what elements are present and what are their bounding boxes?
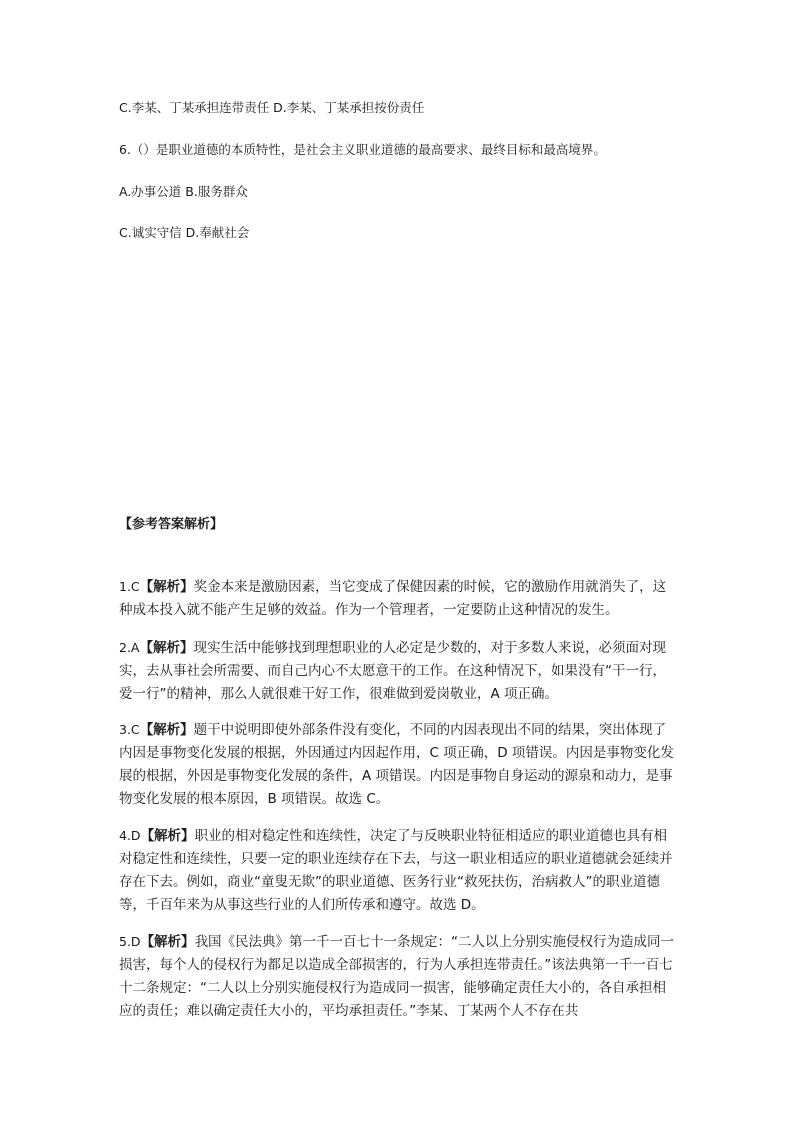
analysis-tag: 【解析】 [139,722,194,738]
question5-options-cd: C.李某、丁某承担连带责任 D.李某、丁某承担按份责任 [119,100,425,115]
question6-stem: 6.（）是职业道德的本质特性，是社会主义职业道德的最高要求、最终目标和最高境界。 [119,142,606,157]
answer-text: 现实生活中能够找到理想职业的人必定是少数的，对于多数人来说，必须面对现实，去从事社会所需要、而自己内心不太愿意干的工作。在这种情况下，如果没有“干一行，爱一行”的精神，那么人就很难干好工作，很难做到爱岗敬业，A 项正确。 [119,640,666,702]
answer-number: 3.C [119,722,140,737]
analysis-tag: 【解析】 [140,934,195,950]
answers-heading: 【参考答案解析】 [119,517,224,532]
answer-number: 1.C [119,579,140,594]
answer-text: 奖金本来是激励因素，当它变成了保健因素的时候，它的激励作用就消失了，这种成本投入就不能产生足够的效益。作为一个管理者，一定要防止这种情况的发生。 [119,579,667,618]
answer-number: 2.A [119,640,140,655]
answer-text: 题干中说明即使外部条件没有变化，不同的内因表现出不同的结果，突出体现了内因是事物变化发展的根据，外因通过内因起作用，C 项正确，D 项错误。内因是事物变化发展的根据，外因是事物变化发展的条件，A 项错误。内因是事物自身运动的源泉和动力，是事物变化发展的根本原因，B 项错误。故选 C。 [119,722,674,807]
question6-options-cd: C.诚实守信 D.奉献社会 [119,225,250,240]
answer-3 [119,718,679,811]
answer-number: 4.D [119,828,141,843]
answer-text: 职业的相对稳定性和连续性，决定了与反映职业特征相适应的职业道德也具有相对稳定性和连续性，只要一定的职业连续存在下去，与这一职业相适应的职业道德就会延续并存在下去。例如，商业“童叟无欺”的职业道德、医务行业“救死扶伤，治病救人”的职业道德等，千百年来为从事这些行业的人们所传承和遵守。故选 D。 [119,828,673,913]
answer-4 [119,824,679,917]
answer-text: 我国《民法典》第一千一百七十一条规定：“二人以上分别实施侵权行为造成同一损害，每个人的侵权行为都足以造成全部损害的，行为人承担连带责任。”该法典第一千一百七十二条规定：“二人以上分别实施侵权行为造成同一损害，能够确定责任大小的，各自承担相应的责任；难以确定责任大小的，平均承担责任。”李某、丁某两个人不存在共 [119,934,675,1019]
analysis-tag: 【解析】 [139,579,194,595]
answer-number: 5.D [119,934,141,949]
question6-options-ab: A.办事公道 B.服务群众 [119,184,248,199]
answer-1 [119,575,679,622]
answer-2 [119,636,679,706]
analysis-tag: 【解析】 [140,828,195,844]
answer-5 [119,930,679,1023]
analysis-tag: 【解析】 [139,640,194,656]
